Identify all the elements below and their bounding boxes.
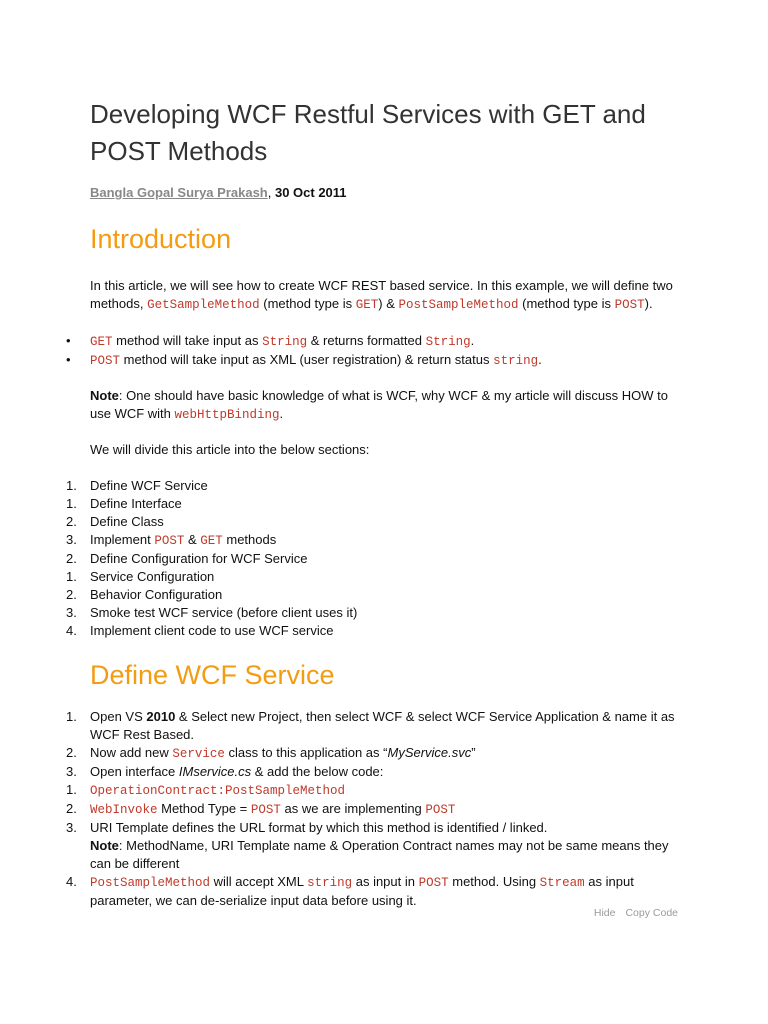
list-item: 1. Define WCF Service [66,478,208,493]
list-item: 3. Open interface IMservice.cs & add the below code: [66,764,384,779]
code-getsamplemethod: GetSampleMethod [147,298,260,312]
list-item: 1. OperationContract:PostSampleMethod [66,782,346,798]
byline-separator: , [267,185,275,200]
list-item: 2. WebInvoke Method Type = POST as we are implementing POST [66,801,456,817]
intro-paragraph: In this article, we will see how to create WCF REST based service. In this example, we will define two methods, GetSampleMethod (method type is GET) & PostSampleMethod (method type is POST). [90,278,673,312]
list-item: • POST method will take input as XML (user registration) & return status string. [66,352,542,368]
copy-code-link[interactable]: Copy Code [625,907,678,919]
list-item: 2. Define Class [66,514,164,529]
list-item: 1. Open VS 2010 & Select new Project, then select WCF & select WCF Service Application & name it as WCF Rest Based. [66,709,675,742]
list-item: 3. Implement POST & GET methods [66,532,277,548]
hide-code-link[interactable]: Hide [593,907,616,919]
byline [90,185,347,200]
list-item: 1. Define Interface [66,496,182,511]
list-item: 3. URI Template defines the URL format by which this method is identified / linked. Note: MethodName, URI Template name & Operation Contract names may not be same means they can be different [66,820,669,871]
list-item: 4. PostSampleMethod will accept XML string as input in POST method. Using Stream as input parameter, we can de-serialize input data before using it. [66,874,634,908]
article-title: Developing WCF Restful Services with GET and POST Methods [90,99,646,166]
bullet-icon: • [66,333,71,348]
code-postsamplemethod: PostSampleMethod [398,298,519,312]
method-bullet-list [66,332,686,370]
list-item: • GET method will take input as String & returns formatted String. [66,333,475,349]
list-item: 2. Behavior Configuration [66,587,223,602]
heading-introduction: Introduction [90,224,232,254]
list-item: 2. Now add new Service class to this application as “MyService.svc” [66,745,476,761]
bullet-icon: • [66,352,71,367]
define-steps-list [66,708,686,910]
list-item: 2. Define Configuration for WCF Service [66,551,308,566]
list-item: 1. Service Configuration [66,569,215,584]
list-item: 4. Implement client code to use WCF service [66,623,334,638]
list-item: 3. Smoke test WCF service (before client uses it) [66,605,358,620]
sections-lead: We will divide this article into the below sections: [90,442,370,457]
article-date: 30 Oct 2011 [274,185,347,200]
sections-list [66,477,686,640]
code-toolbar [584,907,678,919]
heading-define-wcf-service: Define WCF Service [90,660,335,690]
note-paragraph: Note: One should have basic knowledge of what is WCF, why WCF & my article will discuss HOW to use WCF with webHttpBinding. [90,388,668,422]
code-webhttpbinding: webHttpBinding [174,408,280,422]
author-link[interactable]: Bangla Gopal Surya Prakash [90,185,268,200]
